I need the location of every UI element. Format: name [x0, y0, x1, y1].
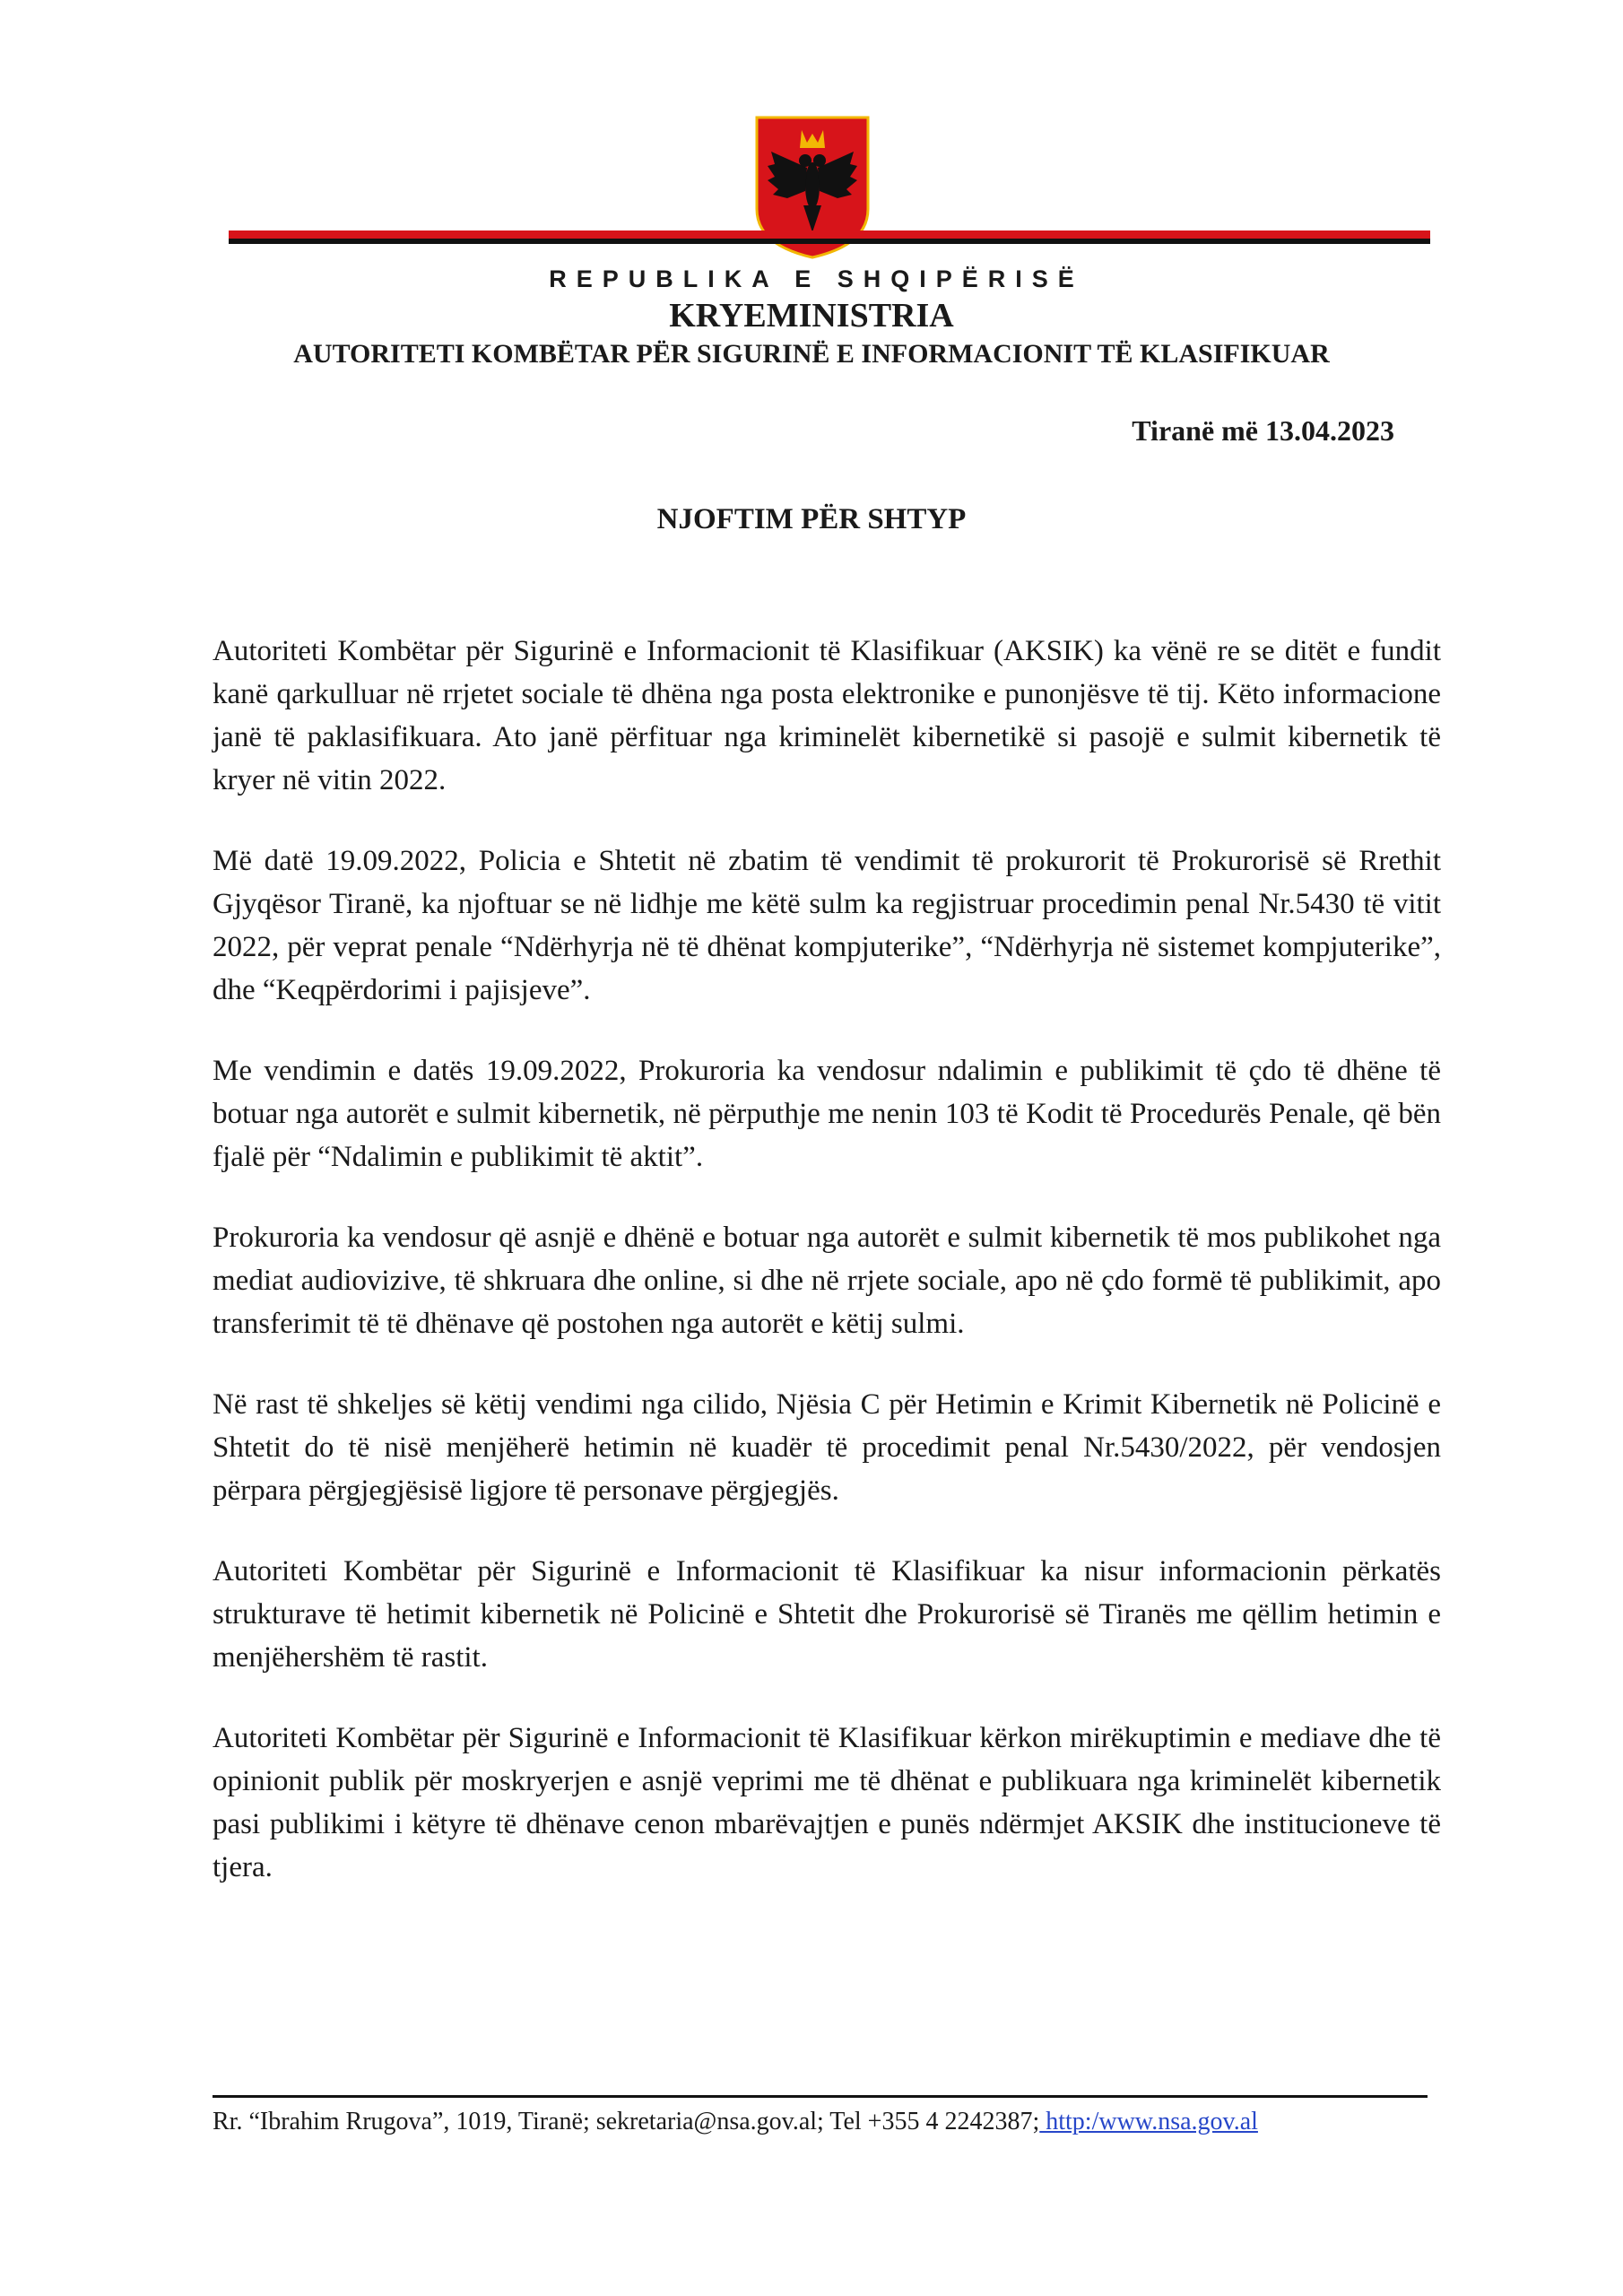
website-link[interactable]: http:/www.nsa.gov.al	[1039, 2108, 1258, 2135]
paragraph: Në rast të shkeljes së këtij vendimi nga cilido, Njësia C për Hetimin e Krimit Kibernetik në Policinë e Shtetit do të nisë menjëherë hetimin në kuadër të procedimit penal Nr.5430/2022, për vendosjen përpara përgjegjësisë ligjore të personave përgjegjës.	[213, 1388, 1441, 1507]
paragraph: Autoriteti Kombëtar për Sigurinë e Informacionit të Klasifikuar kërkon mirëkuptimin e mediave dhe të opinionit publik për moskryerjen e asnjë veprimi me të dhënat e publikuara nga kriminelët kibernetik pasi publikimi i këtyre të dhënave cenon mbarëvajtjen e punës ndërmjet AKSIK dhe institucioneve të tjera.	[213, 1722, 1441, 1883]
footer	[213, 2108, 1258, 2136]
document-title: NJOFTIM PËR SHTYP	[656, 503, 967, 535]
header-black-rule	[229, 239, 1430, 244]
footer-address: Rr. “Ibrahim Rrugova”, 1019, Tiranë; sekretaria@nsa.gov.al; Tel +355 4 2242387;	[213, 2108, 1040, 2135]
paragraph: Prokuroria ka vendosur që asnjë e dhënë e botuar nga autorët e sulmit kibernetik të mos publikohet nga mediat audiovizive, të shkruara dhe online, si dhe në rrjete sociale, apo në çdo formë të publikimit, apo transferimit të të dhënave që postohen nga autorët e këtij sulmi.	[213, 1222, 1441, 1340]
paragraph: Më datë 19.09.2022, Policia e Shtetit në zbatim të vendimit të prokurorit të Prokurorisë së Rrethit Gjyqësor Tiranë, ka njoftuar se në lidhje me këtë sulm ka regjistruar procedimin penal Nr.5430 të vitit 2022, për veprat penale “Ndërhyrja në të dhënat kompjuterike”, “Ndërhyrja në sistemet kompjuterike”, dhe “Keqpërdorimi i pajisjeve”.	[213, 845, 1441, 1006]
footer-rule	[213, 2095, 1428, 2098]
ministry-name: KRYEMINISTRIA	[669, 297, 954, 335]
header-red-rule	[229, 230, 1430, 239]
paragraph: Autoriteti Kombëtar për Sigurinë e Informacionit të Klasifikuar (AKSIK) ka vënë re se ditët e fundit kanë qarkulluar në rrjetet sociale të dhëna nga posta elektronike e punonjësve të tij. Këto informacione janë të paklasifikuara. Ato janë përfituar nga kriminelët kibernetikë si pasojë e sulmit kibernetik të kryer në vitin 2022.	[213, 635, 1441, 796]
paragraph: Me vendimin e datës 19.09.2022, Prokuroria ka vendosur ndalimin e publikimit të çdo të dhëne të botuar nga autorët e sulmit kibernetik, në përputhje me nenin 103 të Kodit të Procedurës Penale, që bën fjalë për “Ndalimin e publikimit të aktit”.	[213, 1055, 1441, 1173]
authority-name: AUTORITETI KOMBËTAR PËR SIGURINË E INFORMACIONIT TË KLASIFIKUAR	[293, 339, 1330, 369]
document-body	[213, 630, 1441, 1926]
republic-name: REPUBLIKA E SHQIPËRISË	[549, 265, 1084, 292]
paragraph: Autoriteti Kombëtar për Sigurinë e Informacionit të Klasifikuar ka nisur informacionin përkatës strukturave të hetimit kibernetik në Policinë e Shtetit dhe Prokurorisë së Tiranës me qëllim hetimin e menjëhershëm të rastit.	[213, 1555, 1441, 1674]
document-date: Tiranë më 13.04.2023	[1132, 414, 1394, 447]
